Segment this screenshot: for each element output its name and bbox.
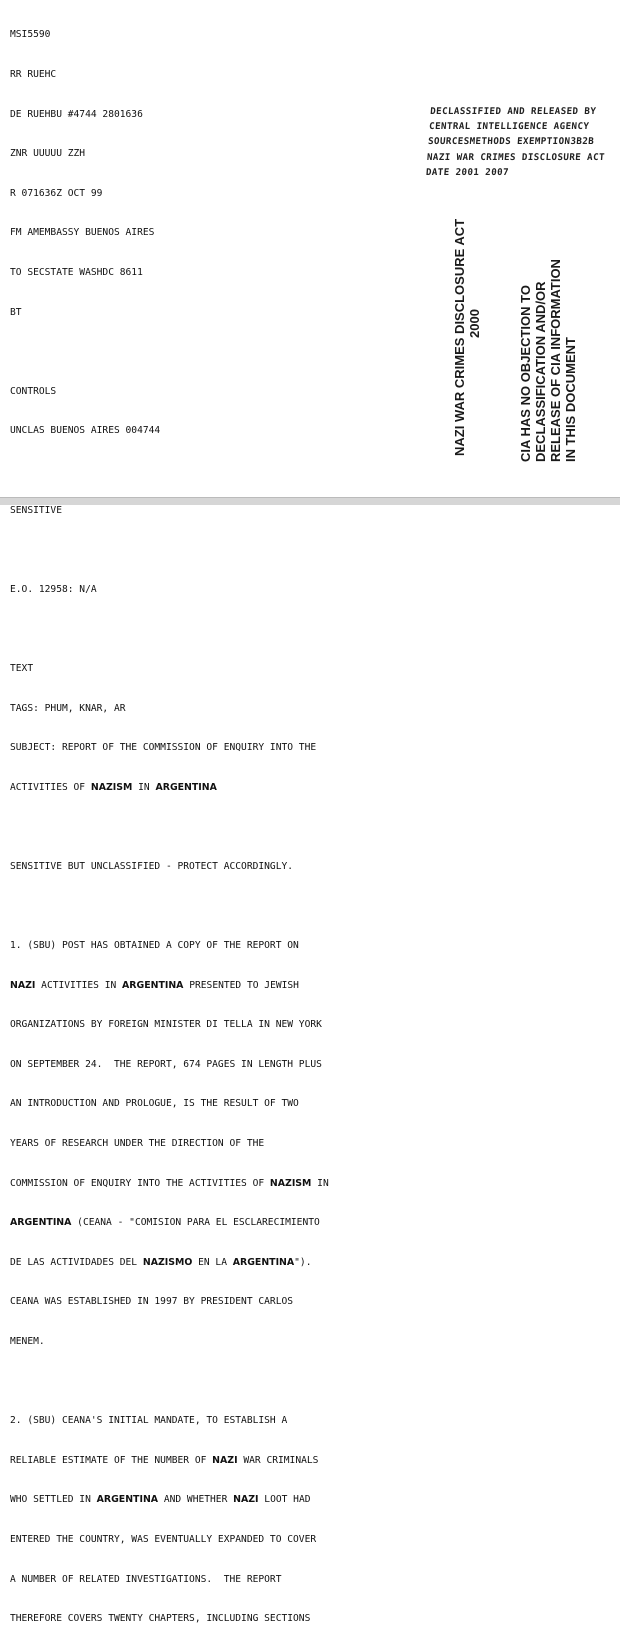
para1-line: YEARS OF RESEARCH UNDER THE DIRECTION OF THE [10,1138,265,1150]
header-line: R 071636Z OCT 99 [10,187,103,199]
para1-line: ARGENTINA (CEANA - "COMISION PARA EL ESCLARECIMIENTO [10,1217,320,1229]
para1-line: 1. (SBU) POST HAS OBTAINED A COPY OF THE REPORT ON [10,940,299,952]
declassified-stamp [425,104,620,180]
header-line: MSI5590 [10,29,51,41]
header-line: DE RUEHBU #4744 2801636 [10,108,143,120]
para1-line: NAZI ACTIVITIES IN ARGENTINA PRESENTED TO JEWISH [10,979,299,991]
header-line: BT [10,306,22,318]
para1-line: AN INTRODUCTION AND PROLOGUE, IS THE RESULT OF TWO [10,1098,299,1110]
para2-line: A NUMBER OF RELATED INVESTIGATIONS. THE REPORT [10,1573,282,1585]
header-line: RR RUEHC [10,69,57,80]
tags-line: TAGS: PHUM, KNAR, AR [10,702,126,714]
header-line: TO SECSTATE WASHDC 8611 [10,266,143,278]
stamp-line: 2000 [467,309,482,338]
subject-line: SUBJECT: REPORT OF THE COMMISSION OF ENQUIRY INTO THE [10,742,317,754]
para1-line: MENEM. [10,1336,45,1347]
stamp-line: RELEASE OF CIA INFORMATION [548,259,563,462]
para2-line: 2. (SBU) CEANA'S INITIAL MANDATE, TO ESTABLISH A [10,1415,288,1427]
para1-line: CEANA WAS ESTABLISHED IN 1997 BY PRESIDENT CARLOS [10,1296,294,1308]
disclosure-act-stamp [452,219,482,456]
viewer-bottom-bar [0,497,620,505]
cia-no-objection-stamp [518,259,578,462]
para1-line: COMMISSION OF ENQUIRY INTO THE ACTIVITIES OF NAZISM IN [10,1177,329,1189]
para2-line: ENTERED THE COUNTRY, WAS EVENTUALLY EXPANDED TO COVER [10,1533,317,1545]
stamp-line: DECLASSIFIED AND RELEASED BY [429,106,597,117]
para2-line: WHO SETTLED IN ARGENTINA AND WHETHER NAZI LOOT HAD [10,1494,311,1506]
unclas-line: UNCLAS BUENOS AIRES 004744 [10,425,161,437]
subject-line-2: ACTIVITIES OF NAZISM IN ARGENTINA [10,781,217,793]
header-line: FM AMEMBASSY BUENOS AIRES [10,227,155,239]
para1-line: ORGANIZATIONS BY FOREIGN MINISTER DI TELLA IN NEW YORK [10,1019,322,1031]
sbu-notice: SENSITIVE BUT UNCLASSIFIED - PROTECT ACCORDINGLY. [10,860,294,872]
stamp-line: CENTRAL INTELLIGENCE AGENCY [428,121,590,133]
eo-line: E.O. 12958: N/A [10,583,97,595]
para1-line: DE LAS ACTIVIDADES DEL NAZISMO EN LA ARGENTINA"). [10,1256,312,1268]
stamp-line: DECLASSIFICATION AND/OR [533,281,548,462]
header-line: ZNR UUUUU ZZH [10,148,86,160]
stamp-line: CIA HAS NO OBJECTION TO [518,285,533,462]
controls-label: CONTROLS [10,385,57,397]
sensitive-label: SENSITIVE [10,504,62,516]
cable-text [10,2,390,1639]
stamp-line: NAZI WAR CRIMES DISCLOSURE ACT [426,151,606,163]
stamp-line: SOURCESMETHODS EXEMPTION3B2B [427,136,595,148]
para1-line: ON SEPTEMBER 24. THE REPORT, 674 PAGES IN LENGTH PLUS [10,1058,322,1070]
stamp-line: IN THIS DOCUMENT [563,337,578,462]
para2-line: THEREFORE COVERS TWENTY CHAPTERS, INCLUDING SECTIONS [10,1613,311,1625]
text-label: TEXT [10,662,34,674]
para2-line: RELIABLE ESTIMATE OF THE NUMBER OF NAZI WAR CRIMINALS [10,1454,319,1466]
stamp-line: DATE 2001 2007 [425,166,510,178]
stamp-line: NAZI WAR CRIMES DISCLOSURE ACT [452,218,467,456]
